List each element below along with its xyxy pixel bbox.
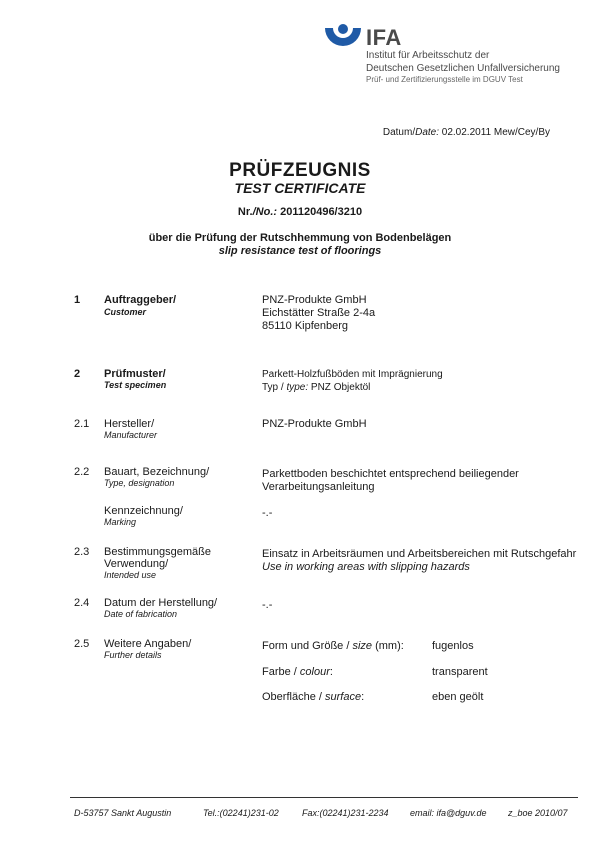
manufacturer-name: PNZ-Produkte GmbH	[262, 418, 367, 430]
footer-code: z_boe 2010/07	[508, 808, 568, 818]
footer-tel: Tel.:(02241)231-02	[203, 808, 279, 818]
number-label-en: /No.:	[252, 206, 278, 218]
intended-use-en: Use in working areas with slipping hazards	[262, 561, 470, 573]
certificate-number	[0, 206, 600, 218]
certificate-subtitle: TEST CERTIFICATE	[234, 180, 366, 196]
section-number: 2.1	[74, 418, 90, 430]
detail-label-colour: Farbe / colour:	[262, 666, 333, 678]
section-label-de: Hersteller/	[104, 418, 155, 430]
marking-label-en: Marking	[104, 517, 137, 527]
detail-value-size: fugenlos	[432, 640, 474, 652]
section-label-en: Test specimen	[104, 380, 167, 390]
section-number: 2	[74, 368, 81, 380]
fabrication-date-value: -.-	[262, 599, 273, 611]
section-label-en: Customer	[104, 307, 147, 317]
section-number: 2.3	[74, 546, 90, 558]
purpose-de: über die Prüfung der Rutschhemmung von Bodenbelägen	[148, 232, 452, 244]
ifa-logo-icon	[322, 22, 364, 56]
logo-name: IFA	[366, 25, 402, 50]
section-label-de: Prüfmuster/	[104, 368, 166, 380]
number-value: 201120496/3210	[280, 206, 363, 218]
section-label-de: Datum der Herstellung/	[104, 597, 218, 609]
customer-street: Eichstätter Straße 2-4a	[262, 307, 376, 319]
footer-divider	[70, 797, 578, 798]
customer-city: 85110 Kipfenberg	[262, 320, 349, 332]
section-number: 2.5	[74, 638, 90, 650]
type-label-de: Typ /	[262, 382, 287, 393]
section-label-en: Further details	[104, 650, 162, 660]
section-label-en: Date of fabrication	[104, 609, 178, 619]
detail-label-size: Form und Größe / size (mm):	[262, 640, 404, 652]
marking-label-de: Kennzeichnung/	[104, 505, 183, 517]
section-label-en: Intended use	[104, 570, 157, 580]
section-label-de-2: Verwendung/	[104, 558, 169, 570]
section-label-de: Auftraggeber/	[104, 294, 177, 306]
detail-value-colour: transparent	[432, 666, 488, 678]
designation-line-1: Parkettboden beschichtet entsprechend beiliegender	[262, 468, 519, 480]
section-number: 2.2	[74, 466, 90, 478]
customer-name: PNZ-Produkte GmbH	[262, 294, 367, 306]
type-value: PNZ Objektöl	[308, 382, 371, 393]
detail-label-surface: Oberfläche / surface:	[262, 691, 365, 703]
certificate-title: PRÜFZEUGNIS	[229, 160, 371, 181]
section-label-en: Manufacturer	[104, 430, 158, 440]
date-label-en: Date:	[415, 127, 439, 138]
footer-fax: Fax:(02241)231-2234	[302, 808, 389, 818]
institute-logo	[322, 22, 592, 86]
specimen-description: Parkett-Holzfußböden mit Imprägnierung	[262, 369, 443, 380]
institute-line-1: Institut für Arbeitsschutz der	[366, 50, 490, 61]
specimen-type	[262, 382, 370, 393]
marking-value: -.-	[262, 507, 273, 519]
date-label-de: Datum/	[382, 127, 416, 138]
intended-use-de: Einsatz in Arbeitsräumen und Arbeitsbereichen mit Rutschgefahr	[262, 548, 577, 560]
date-value: 02.02.2011 Mew/Cey/By	[441, 127, 550, 138]
section-label-de: Bauart, Bezeichnung/	[104, 466, 210, 478]
number-label-de: Nr.	[237, 206, 253, 218]
footer-email: email: ifa@dguv.de	[410, 808, 487, 818]
section-label-en: Type, designation	[104, 478, 175, 488]
section-number: 1	[74, 294, 81, 306]
footer-address: D-53757 Sankt Augustin	[74, 808, 172, 818]
institute-line-3: Prüf- und Zertifizierungsstelle im DGUV Test	[366, 75, 523, 84]
purpose-en: slip resistance test of floorings	[218, 245, 382, 257]
section-label-de-1: Bestimmungsgemäße	[104, 546, 211, 558]
institute-line-2: Deutschen Gesetzlichen Unfallversicherung	[366, 63, 560, 74]
section-number: 2.4	[74, 597, 90, 609]
section-label-de: Weitere Angaben/	[104, 638, 192, 650]
type-label-en: type:	[286, 382, 309, 393]
detail-value-surface: eben geölt	[432, 691, 484, 703]
document-date	[383, 127, 550, 138]
designation-line-2: Verarbeitungsanleitung	[262, 481, 375, 493]
